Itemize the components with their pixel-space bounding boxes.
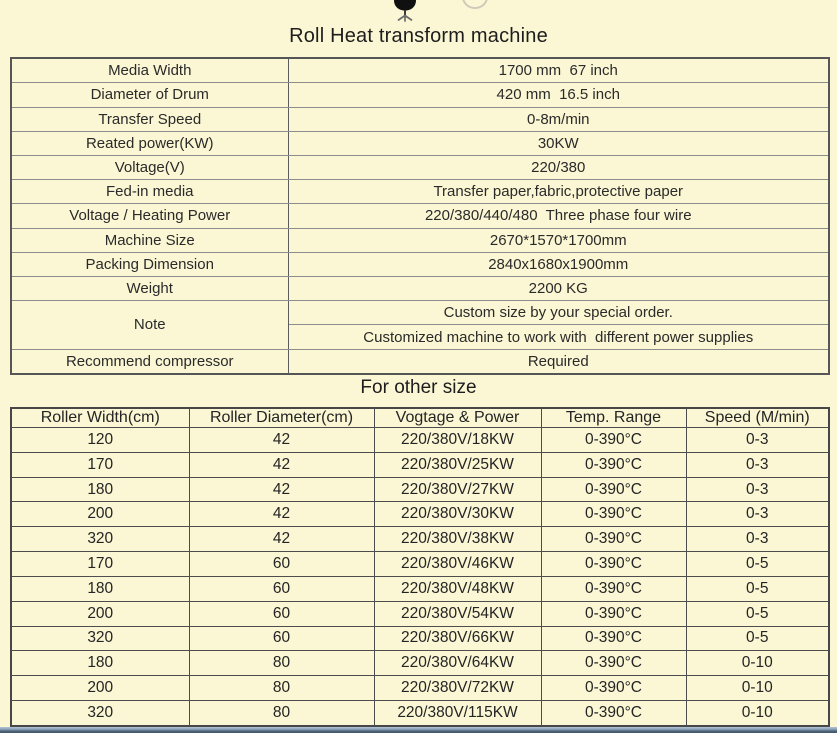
size-row bbox=[11, 626, 829, 651]
size-cell: 60 bbox=[189, 601, 374, 626]
size-row bbox=[11, 676, 829, 701]
page-title: Roll Heat transform machine bbox=[289, 25, 548, 47]
size-table-container bbox=[10, 407, 830, 727]
size-cell: 0-390°C bbox=[541, 676, 686, 701]
size-cell: 60 bbox=[189, 552, 374, 577]
size-row bbox=[11, 700, 829, 726]
spec-label-cell: Packing Dimension bbox=[11, 252, 288, 276]
spec-row bbox=[11, 180, 829, 204]
size-cell: 0-390°C bbox=[541, 428, 686, 453]
size-cell: 180 bbox=[11, 651, 189, 676]
size-cell: 0-390°C bbox=[541, 477, 686, 502]
size-cell: 42 bbox=[189, 527, 374, 552]
size-cell: 0-3 bbox=[686, 428, 829, 453]
size-table-header-row bbox=[11, 408, 829, 428]
size-cell: 0-390°C bbox=[541, 552, 686, 577]
size-cell: 0-390°C bbox=[541, 700, 686, 726]
size-cell: 220/380V/66KW bbox=[374, 626, 541, 651]
size-cell: 60 bbox=[189, 626, 374, 651]
size-cell: 80 bbox=[189, 700, 374, 726]
size-row bbox=[11, 601, 829, 626]
spec-row bbox=[11, 252, 829, 276]
size-row bbox=[11, 576, 829, 601]
size-cell: 42 bbox=[189, 452, 374, 477]
size-cell: 0-390°C bbox=[541, 626, 686, 651]
size-cell: 220/380V/25KW bbox=[374, 452, 541, 477]
size-cell: 0-390°C bbox=[541, 452, 686, 477]
spec-label-cell: Fed-in media bbox=[11, 180, 288, 204]
size-column-header: Roller Width(cm) bbox=[11, 408, 189, 428]
size-row bbox=[11, 502, 829, 527]
size-cell: 320 bbox=[11, 700, 189, 726]
spec-row bbox=[11, 131, 829, 155]
size-cell: 220/380V/64KW bbox=[374, 651, 541, 676]
size-table-title: For other size bbox=[360, 377, 477, 398]
spec-value-cell: Custom size by your special order. bbox=[288, 301, 829, 325]
size-cell: 80 bbox=[189, 651, 374, 676]
spec-row bbox=[11, 107, 829, 131]
spec-value-cell: 30KW bbox=[288, 131, 829, 155]
spec-label-cell: Reated power(KW) bbox=[11, 131, 288, 155]
size-cell: 0-390°C bbox=[541, 651, 686, 676]
size-cell: 220/380V/72KW bbox=[374, 676, 541, 701]
size-cell: 42 bbox=[189, 502, 374, 527]
spec-value-cell: 420 mm 16.5 inch bbox=[288, 83, 829, 107]
size-cell: 180 bbox=[11, 576, 189, 601]
spec-label-cell: Machine Size bbox=[11, 228, 288, 252]
spec-label-cell: Voltage(V) bbox=[11, 155, 288, 179]
size-column-header: Speed (M/min) bbox=[686, 408, 829, 428]
fragile-glass-icon bbox=[390, 0, 420, 22]
spec-label-cell: Note bbox=[11, 301, 288, 349]
spec-row bbox=[11, 301, 829, 325]
size-cell: 0-3 bbox=[686, 477, 829, 502]
spec-table-body bbox=[11, 58, 829, 374]
size-column-header: Roller Diameter(cm) bbox=[189, 408, 374, 428]
size-cell: 0-5 bbox=[686, 626, 829, 651]
size-row bbox=[11, 477, 829, 502]
size-cell: 200 bbox=[11, 601, 189, 626]
size-cell: 0-390°C bbox=[541, 527, 686, 552]
spec-row bbox=[11, 83, 829, 107]
size-cell: 0-10 bbox=[686, 700, 829, 726]
spec-table-container bbox=[10, 57, 830, 375]
size-cell: 220/380V/18KW bbox=[374, 428, 541, 453]
size-cell: 0-3 bbox=[686, 452, 829, 477]
size-cell: 0-10 bbox=[686, 651, 829, 676]
spec-value-cell: Customized machine to work with different power supplies bbox=[288, 325, 829, 349]
size-cell: 42 bbox=[189, 428, 374, 453]
size-cell: 0-5 bbox=[686, 576, 829, 601]
size-cell: 200 bbox=[11, 502, 189, 527]
size-column-header: Temp. Range bbox=[541, 408, 686, 428]
size-cell: 0-390°C bbox=[541, 502, 686, 527]
spec-label-cell: Recommend compressor bbox=[11, 349, 288, 374]
spec-row bbox=[11, 277, 829, 301]
spec-label-cell: Voltage / Heating Power bbox=[11, 204, 288, 228]
spec-value-cell: Required bbox=[288, 349, 829, 374]
spec-row bbox=[11, 228, 829, 252]
spec-value-cell: 220/380 bbox=[288, 155, 829, 179]
size-cell: 220/380V/54KW bbox=[374, 601, 541, 626]
bottom-divider-bar bbox=[0, 727, 837, 733]
spec-label-cell: Media Width bbox=[11, 58, 288, 83]
spec-label-cell: Weight bbox=[11, 277, 288, 301]
spec-label-cell: Diameter of Drum bbox=[11, 83, 288, 107]
size-row bbox=[11, 552, 829, 577]
spec-value-cell: 1700 mm 67 inch bbox=[288, 58, 829, 83]
spec-row bbox=[11, 155, 829, 179]
size-cell: 220/380V/30KW bbox=[374, 502, 541, 527]
size-cell: 180 bbox=[11, 477, 189, 502]
size-cell: 0-390°C bbox=[541, 601, 686, 626]
size-row bbox=[11, 527, 829, 552]
size-row bbox=[11, 428, 829, 453]
size-cell: 60 bbox=[189, 576, 374, 601]
size-cell: 170 bbox=[11, 552, 189, 577]
size-cell: 220/380V/38KW bbox=[374, 527, 541, 552]
size-cell: 0-10 bbox=[686, 676, 829, 701]
spec-value-cell: 2200 KG bbox=[288, 277, 829, 301]
cropped-logo-arc bbox=[462, 0, 488, 9]
size-cell: 80 bbox=[189, 676, 374, 701]
spec-value-cell: 2670*1570*1700mm bbox=[288, 228, 829, 252]
spec-label-cell: Transfer Speed bbox=[11, 107, 288, 131]
size-table-body bbox=[11, 428, 829, 727]
size-cell: 0-390°C bbox=[541, 576, 686, 601]
size-cell: 170 bbox=[11, 452, 189, 477]
size-cell: 220/380V/115KW bbox=[374, 700, 541, 726]
spec-value-cell: 220/380/440/480 Three phase four wire bbox=[288, 204, 829, 228]
size-cell: 0-5 bbox=[686, 601, 829, 626]
spec-value-cell: 0-8m/min bbox=[288, 107, 829, 131]
size-row bbox=[11, 651, 829, 676]
size-cell: 0-3 bbox=[686, 502, 829, 527]
size-cell: 220/380V/27KW bbox=[374, 477, 541, 502]
spec-row bbox=[11, 349, 829, 374]
size-cell: 220/380V/46KW bbox=[374, 552, 541, 577]
size-cell: 200 bbox=[11, 676, 189, 701]
size-cell: 42 bbox=[189, 477, 374, 502]
size-cell: 220/380V/48KW bbox=[374, 576, 541, 601]
size-cell: 120 bbox=[11, 428, 189, 453]
size-cell: 0-3 bbox=[686, 527, 829, 552]
spec-value-cell: 2840x1680x1900mm bbox=[288, 252, 829, 276]
spec-row bbox=[11, 58, 829, 83]
size-cell: 0-5 bbox=[686, 552, 829, 577]
size-row bbox=[11, 452, 829, 477]
size-column-header: Vogtage & Power bbox=[374, 408, 541, 428]
spec-row bbox=[11, 204, 829, 228]
size-table bbox=[10, 407, 830, 727]
spec-value-cell: Transfer paper,fabric,protective paper bbox=[288, 180, 829, 204]
spec-table bbox=[10, 57, 830, 375]
size-cell: 320 bbox=[11, 527, 189, 552]
size-cell: 320 bbox=[11, 626, 189, 651]
